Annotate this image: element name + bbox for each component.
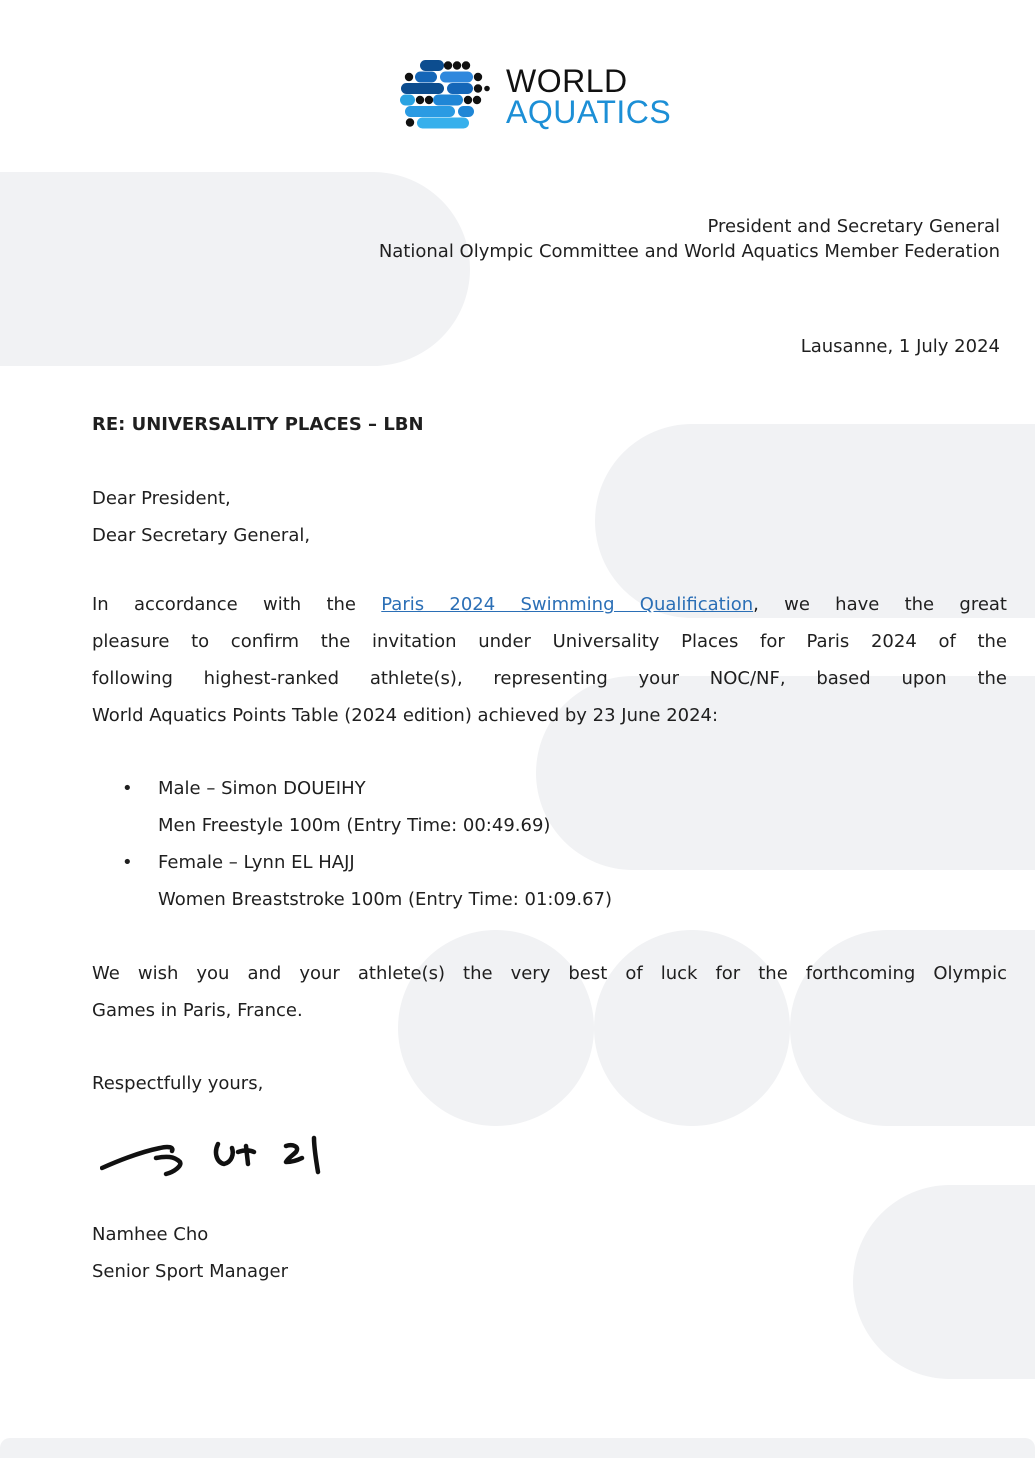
signer-title: Senior Sport Manager xyxy=(92,1261,288,1282)
closing-paragraph xyxy=(92,955,1007,1029)
intro-prefix: In accordance with the xyxy=(92,594,356,615)
salutation-line-1: Dear President, xyxy=(92,488,231,509)
intro-line-1 xyxy=(92,586,1007,623)
recipient-line-2: National Olympic Committee and World Aquatics Member Federation xyxy=(378,241,1000,262)
intro-paragraph xyxy=(92,586,1007,734)
recipient-block xyxy=(379,214,1000,264)
athlete-item xyxy=(92,770,992,844)
handwritten-signature xyxy=(100,1132,340,1182)
athlete-item xyxy=(92,844,992,918)
sign-off xyxy=(92,1065,1007,1102)
athlete-name: Male – Simon DOUEIHY xyxy=(158,778,366,799)
closing-line-2: Games in Paris, France. xyxy=(92,1000,303,1021)
intro-line-2: pleasure to confirm the invitation under Universality Places for Paris 2024 of the xyxy=(92,631,1007,652)
closing-line-1: We wish you and your athlete(s) the very best of luck for the forthcoming Olympic xyxy=(92,963,1007,984)
signer-name: Namhee Cho xyxy=(92,1224,209,1245)
athlete-event: Men Freestyle 100m (Entry Time: 00:49.69) xyxy=(158,815,551,836)
athlete-name: Female – Lynn EL HAJJ xyxy=(158,852,355,873)
bullet: • xyxy=(122,778,133,799)
logo-text-world: WORLD xyxy=(506,63,628,99)
athletes-list xyxy=(92,770,992,918)
signer-block xyxy=(92,1216,288,1290)
letter-date: Lausanne, 1 July 2024 xyxy=(800,336,1000,357)
salutation xyxy=(92,480,310,554)
recipient-line-1: President and Secretary General xyxy=(707,216,1000,237)
intro-suffix: , we have the great xyxy=(753,594,1007,615)
bullet: • xyxy=(122,852,133,873)
qualification-link[interactable]: Paris 2024 Swimming Qualification xyxy=(381,594,754,615)
logo-text-aquatics: AQUATICS xyxy=(506,94,672,130)
athlete-event: Women Breaststroke 100m (Entry Time: 01:09.67) xyxy=(158,889,613,910)
world-aquatics-logo xyxy=(400,58,710,138)
letter-subject: RE: UNIVERSALITY PLACES – LBN xyxy=(92,414,424,435)
salutation-line-2: Dear Secretary General, xyxy=(92,525,311,546)
sign-off-text: Respectfully yours, xyxy=(92,1073,264,1094)
world-aquatics-logo-icon xyxy=(400,58,490,138)
intro-line-3: following highest-ranked athlete(s), representing your NOC/NF, based upon the xyxy=(92,668,1007,689)
intro-line-4: World Aquatics Points Table (2024 edition) achieved by 23 June 2024: xyxy=(92,705,719,726)
